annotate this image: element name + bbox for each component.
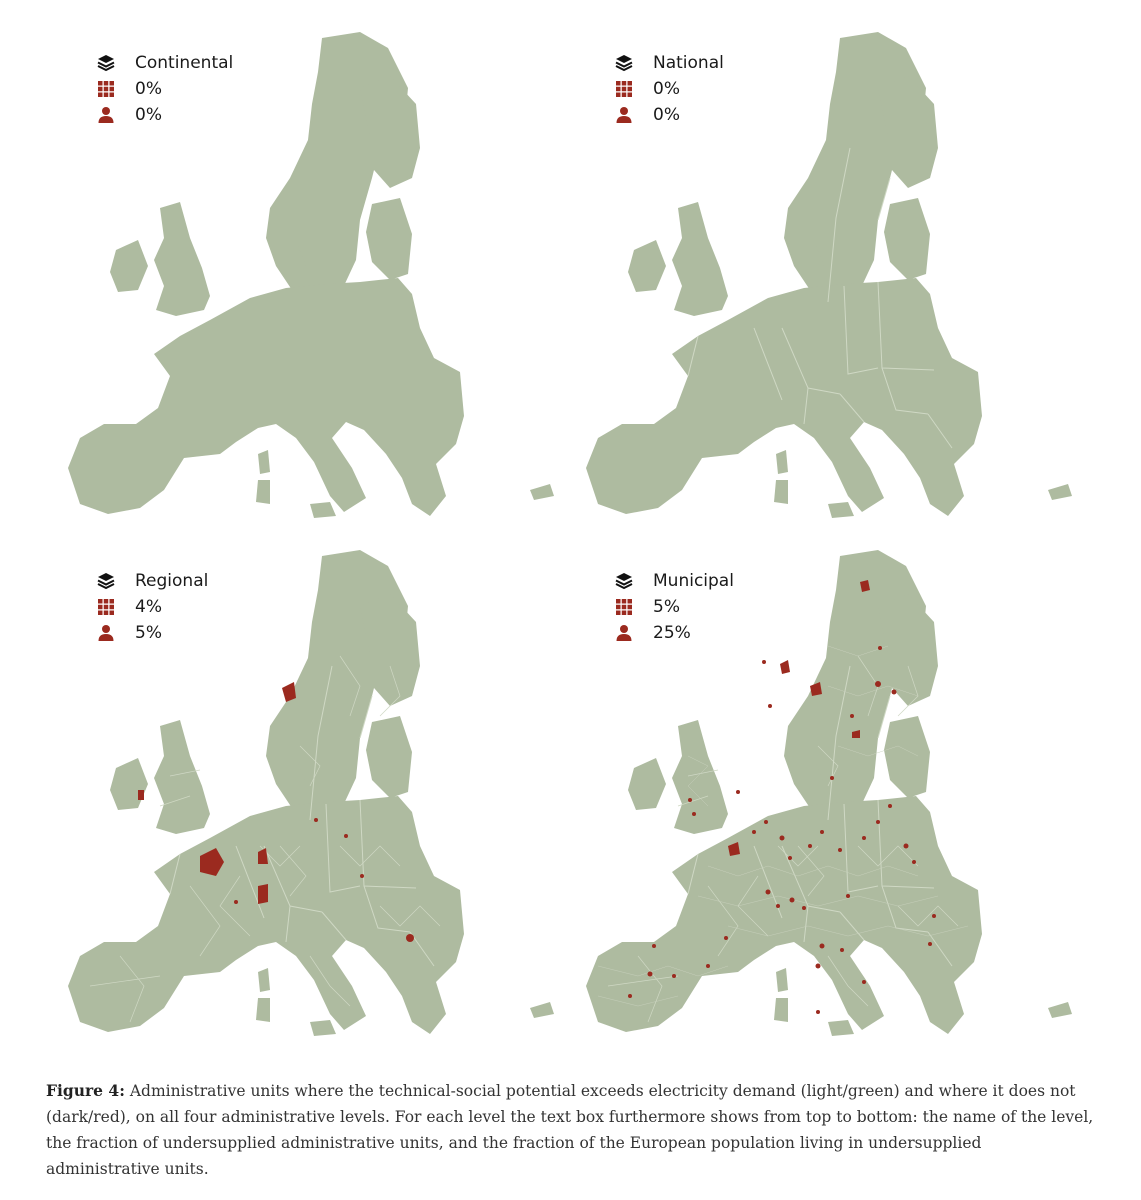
layers-icon (96, 53, 116, 73)
legend-box (96, 50, 233, 128)
person-icon (614, 105, 634, 125)
figure-label: Figure 4: (46, 1080, 125, 1100)
map-panel-national (578, 28, 1098, 528)
undersupplied-units-value: 4% (135, 597, 162, 617)
level-name: Regional (135, 571, 209, 591)
map-panel-regional (60, 546, 580, 1046)
layers-icon (614, 571, 634, 591)
legend-population-row (96, 620, 208, 646)
legend-units-row (96, 594, 208, 620)
level-name: Municipal (653, 571, 734, 591)
undersupplied-population-value: 0% (653, 105, 680, 125)
person-icon (614, 623, 634, 643)
grid-icon (96, 597, 116, 617)
grid-icon (96, 79, 116, 99)
legend-units-row (96, 76, 233, 102)
person-icon (96, 623, 116, 643)
legend-box (614, 568, 734, 646)
legend-level-row (614, 568, 734, 594)
legend-population-row (614, 620, 734, 646)
undersupplied-units-value: 0% (653, 79, 680, 99)
person-icon (96, 105, 116, 125)
grid-icon (614, 79, 634, 99)
layers-icon (96, 571, 116, 591)
undersupplied-units-value: 5% (653, 597, 680, 617)
map-panel-municipal (578, 546, 1098, 1046)
figure-caption (46, 1078, 1096, 1182)
legend-units-row (614, 76, 724, 102)
legend-population-row (614, 102, 724, 128)
undersupplied-units-value: 0% (135, 79, 162, 99)
undersupplied-population-value: 0% (135, 105, 162, 125)
legend-level-row (614, 50, 724, 76)
undersupplied-population-value: 5% (135, 623, 162, 643)
undersupplied-population-value: 25% (653, 623, 691, 643)
legend-units-row (614, 594, 734, 620)
level-name: Continental (135, 53, 234, 73)
layers-icon (614, 53, 634, 73)
legend-level-row (96, 568, 208, 594)
level-name: National (653, 53, 724, 73)
caption-text: Administrative units where the technical-social potential exceeds electricity demand (light/green) and where it does not (dark/red), on all four administrative levels. For each level the text box furthermore shows from top to bottom: the name of the level, the fraction of undersupplied administrative units, and the fraction of the European population living in undersupplied administrative units. (46, 1081, 1094, 1178)
legend-level-row (96, 50, 233, 76)
legend-box (96, 568, 208, 646)
legend-population-row (96, 102, 233, 128)
legend-box (614, 50, 724, 128)
grid-icon (614, 597, 634, 617)
map-panel-continental (60, 28, 580, 528)
